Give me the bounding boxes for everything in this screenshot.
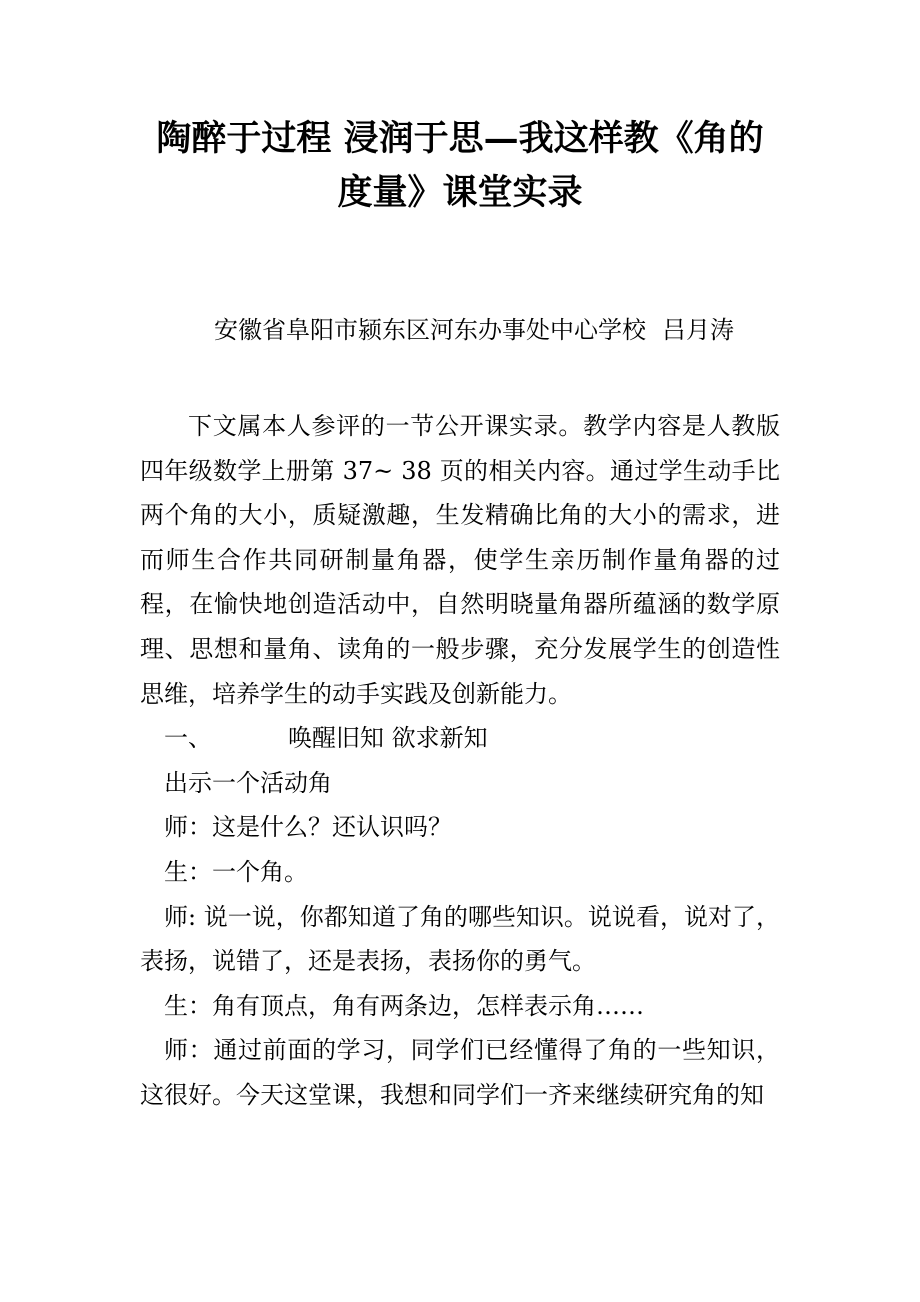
intro-paragraph: 下文属本人参评的一节公开课实录。教学内容是人教版四年级数学上册第 37~ 38 页的相关内容。通过学生动手比两个角的大小，质疑激趣，生发精确比角的大小的需求，进而师生合作共同研制量角器，使学生亲历制作量角器的过程，在愉快地创造活动中，自然明晓量角器所蕴涵的数学原理、思想和量角、读角的一般步骤，充分发展学生的创造性思维，培养学生的动手实践及创新能力。	[140, 412, 780, 708]
author-school: 安徽省阜阳市颍东区河东办事处中心学校	[214, 316, 646, 344]
document-title: 陶醉于过程 浸润于思—我这样教《角的度量》课堂实录	[156, 118, 764, 213]
document-body	[140, 404, 780, 1118]
author-name: 吕月涛	[662, 316, 734, 344]
section-title: 唤醒旧知 欲求新知	[288, 724, 488, 753]
body-line: 出示一个活动角	[164, 768, 332, 797]
dialogue-line: 师：通过前面的学习，同学们已经懂得了角的一些知识，这很好。今天这堂课，我想和同学们一齐来继续研究角的知	[140, 1036, 780, 1109]
dialogue-line: 生：一个角。	[164, 857, 308, 886]
section-number: 一、	[164, 724, 212, 753]
author-line	[214, 310, 734, 350]
dialogue-line: 师：这是什么？还认识吗？	[164, 813, 452, 842]
dialogue-line: 师: 说一说，你都知道了角的哪些知识。说说看，说对了，表扬，说错了，还是表扬，表扬你的勇气。	[140, 902, 780, 976]
dialogue-line: 生：角有顶点，角有两条边，怎样表示角……	[164, 991, 644, 1020]
section-heading	[140, 716, 780, 761]
